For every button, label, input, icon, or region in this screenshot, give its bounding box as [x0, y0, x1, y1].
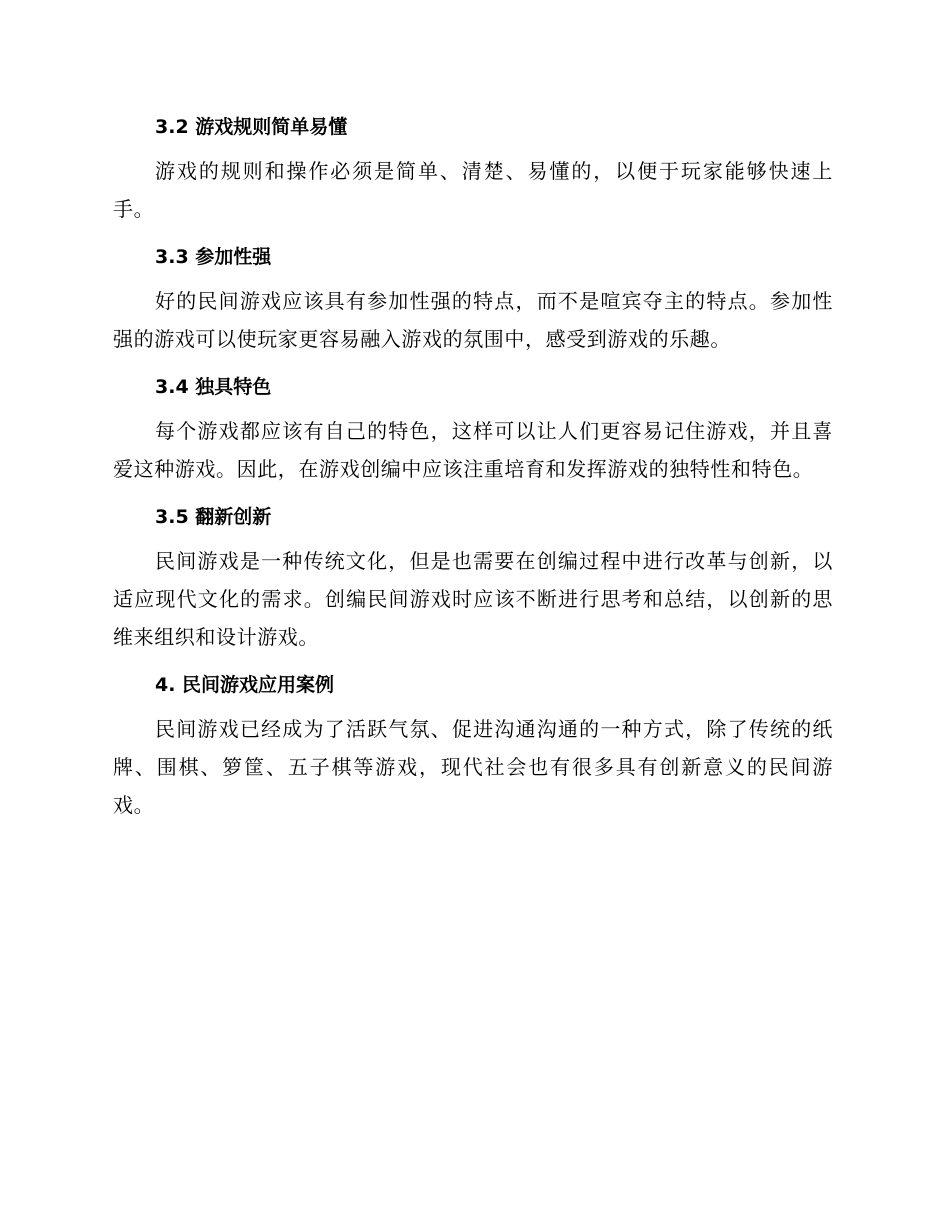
section-heading: 4. 民间游戏应用案例 [155, 674, 335, 696]
section-paragraph: 民间游戏是一种传统文化，但是也需要在创编过程中进行改革与创新，以适应现代文化的需求。创编民间游戏时应该不断进行思考和总结，以创新的思维来组织和设计游戏。 [113, 549, 833, 649]
section-heading: 3.2 游戏规则简单易懂 [155, 116, 348, 138]
document-page [113, 112, 833, 838]
section-paragraph: 游戏的规则和操作必须是简单、清楚、易懂的，以便于玩家能够快速上手。 [113, 159, 833, 221]
section-3-2 [113, 112, 833, 228]
section-paragraph: 每个游戏都应该有自己的特色，这样可以让人们更容易记住游戏，并且喜爱这种游戏。因此，在游戏创编中应该注重培育和发挥游戏的独特性和特色。 [113, 419, 833, 481]
section-paragraph: 好的民间游戏应该具有参加性强的特点，而不是喧宾夺主的特点。参加性强的游戏可以使玩家更容易融入游戏的氛围中，感受到游戏的乐趣。 [113, 289, 833, 351]
section-4 [113, 670, 833, 824]
section-heading: 3.4 独具特色 [155, 376, 272, 398]
section-3-5 [113, 502, 833, 656]
section-heading: 3.5 翻新创新 [155, 506, 272, 528]
section-heading: 3.3 参加性强 [155, 246, 272, 268]
section-paragraph: 民间游戏已经成为了活跃气氛、促进沟通沟通的一种方式，除了传统的纸牌、围棋、箩筐、五子棋等游戏，现代社会也有很多具有创新意义的民间游戏。 [113, 717, 833, 817]
section-3-3 [113, 242, 833, 358]
section-3-4 [113, 372, 833, 488]
